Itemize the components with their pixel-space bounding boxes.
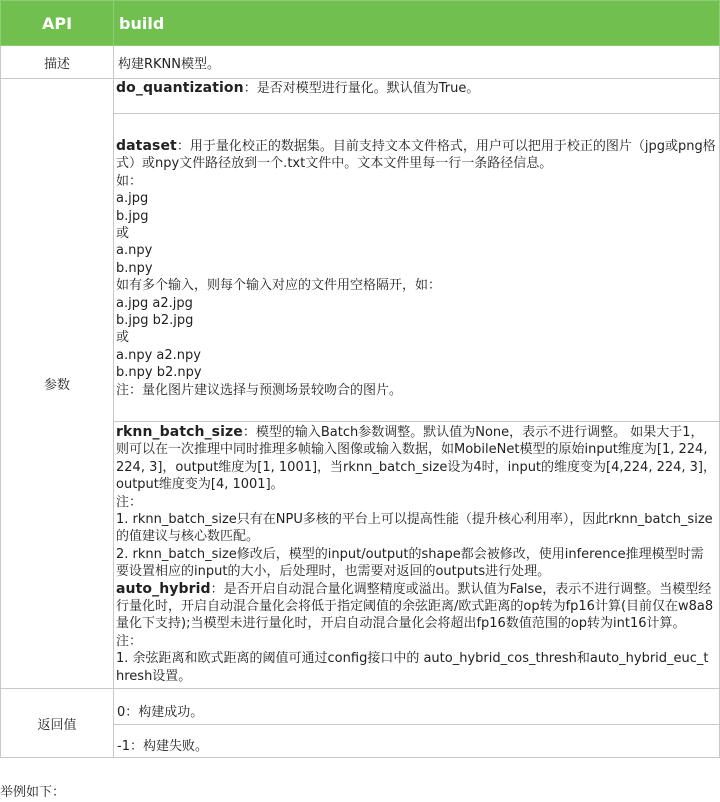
- description-value: 构建RKNN模型。: [114, 46, 720, 79]
- param-text: ：是否开启自动混合量化调整精度或溢出。默认值为False，表示不进行调整。当模型经行量化时，开启自动混合量化会将低于指定阈值的余弦距离/欧式距离的op转为fp16计算(目前仅在w8a8量化下支持);当模型未进行量化时，开启自动混合量化会将超出fp16数值范围的op转为int16计算。 注： 1. 余弦距离和欧式距离的阈值可通过config接口中的 auto_hybrid_cos_thresh和auto_hybrid_euc_thresh设置。: [116, 581, 714, 684]
- param-name: auto_hybrid: [116, 580, 211, 597]
- param-name: rknn_batch_size: [116, 424, 243, 440]
- param-text: ：用于量化校正的数据集。目前支持文本文件格式，用户可以把用于校正的图片（jpg或png格式）或npy文件路径放到一个.txt文件中。文本文件里每一行一条路径信息。 如： a.jpg b.jpg 或 a.npy b.npy 如有多个输入，则每个输入对应的文件用空格隔开，如： a.jpg a2.jpg b.jpg b2.jpg 或 a.npy a2.npy b.npy b2.npy 注：量化图片建议选择与预测场景较吻合的图片。: [116, 139, 716, 398]
- header-build: build: [114, 1, 720, 46]
- param-name: do_quantization: [116, 80, 244, 96]
- header-row: [1, 1, 720, 46]
- return-success: 0：构建成功。: [114, 689, 720, 725]
- param-name: dataset: [116, 138, 177, 154]
- return-failure: -1：构建失败。: [114, 725, 720, 758]
- return-row-success: [1, 689, 720, 725]
- param-dataset: [114, 114, 720, 422]
- returns-label: 返回值: [1, 689, 114, 758]
- header-api: API: [1, 1, 114, 46]
- example-caption: 举例如下：: [0, 785, 66, 800]
- param-text: ：是否对模型进行量化。默认值为True。: [243, 81, 480, 96]
- param-do-quantization: [114, 79, 720, 114]
- param-batch-and-hybrid: [114, 422, 720, 689]
- param-text: ：模型的输入Batch参数调整。默认值为None，表示不进行调整。 如果大于1，则可以在一次推理中同时推理多帧输入图像或输入数据，如MobileNet模型的原始input维度为[1, 224, 224, 3]，output维度为[1, 1001]，当rknn_batch_size设为4时，input的维度变为[4,224, 224, 3]，output维度变为[4, 1001]。 注： 1. rknn_batch_size只有在NPU多核的平台上可以提高性能（提升核心利用率），因此rknn_batch_size的值建议与核心数匹配。 2. rknn_batch_size修改后，模型的input/output的shape都会被修改，使用inference推理模型时需要设置相应的input的大小，后处理时，也需要对返回的outputs进行处理。: [116, 425, 717, 580]
- param-row-do-quantization: [1, 79, 720, 114]
- description-row: [1, 46, 720, 79]
- params-label: 参数: [1, 79, 114, 689]
- description-label: 描述: [1, 46, 114, 79]
